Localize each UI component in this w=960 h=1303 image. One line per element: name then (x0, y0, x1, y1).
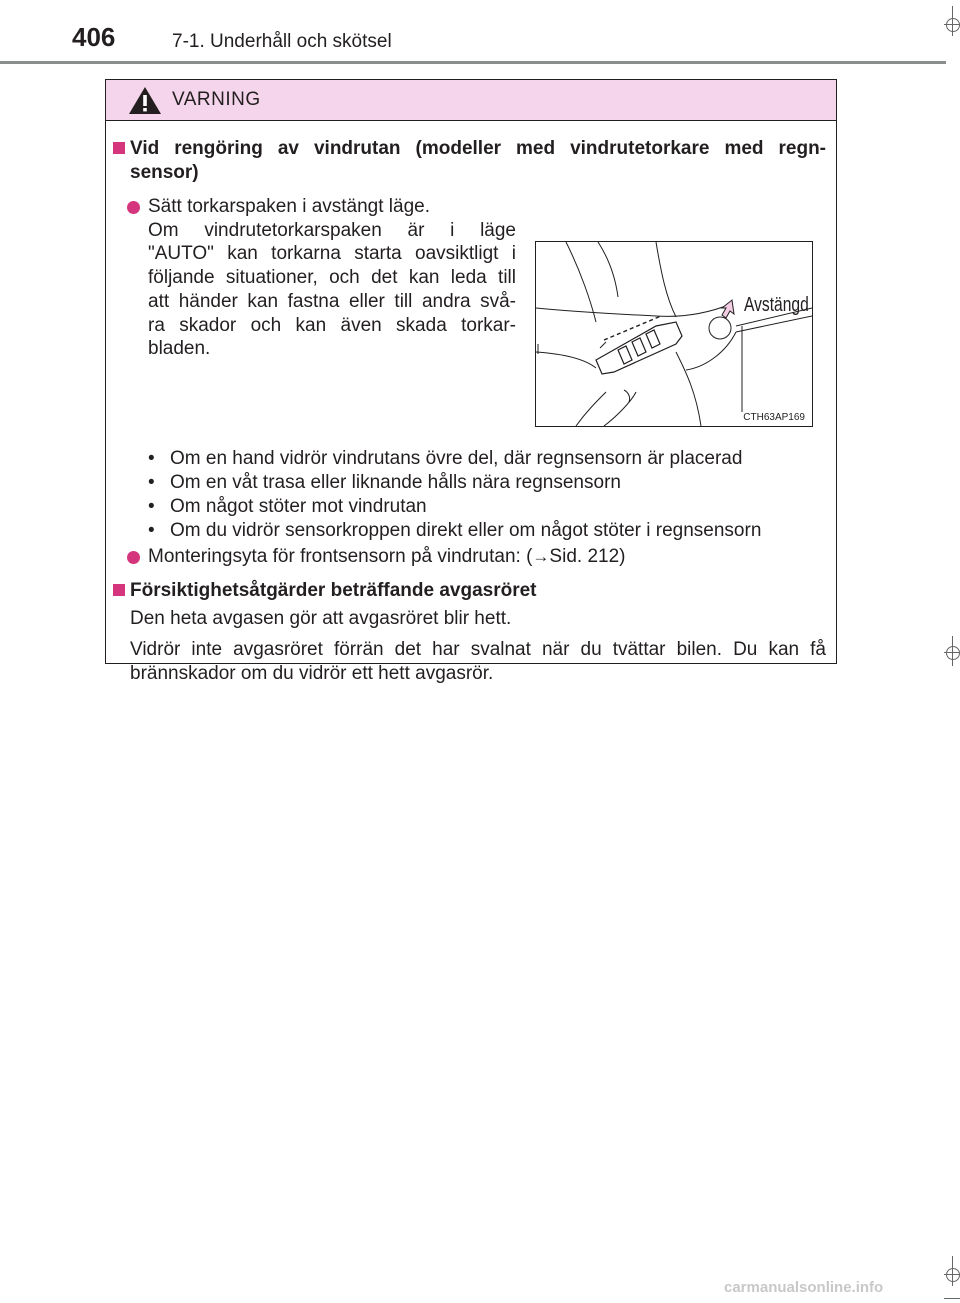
circle-bullet-icon (127, 201, 140, 214)
section-title: 7-1. Underhåll och skötsel (172, 31, 392, 52)
crop-mark-mid-right (930, 636, 960, 666)
header-rule (0, 61, 946, 64)
list-item: • Om en våt trasa eller liknande hålls nära regnsensorn (148, 471, 761, 495)
warning-triangle-icon (128, 86, 162, 115)
instruction-line: att händer kan fastna eller till andra svå- (148, 290, 516, 312)
page-reference-link[interactable]: Sid. 212) (549, 546, 626, 567)
circle-bullet-icon (127, 551, 140, 564)
figure-label-off: Avstängd (744, 294, 809, 316)
wiper-lever-illustration (535, 241, 813, 427)
exhaust-para-2 (130, 638, 826, 685)
arrow-icon (722, 300, 734, 318)
rain-sensor-situations-list (148, 447, 761, 543)
figure-code: CTH63AP169 (743, 412, 805, 423)
reference-arrow-icon: → (532, 547, 550, 566)
instruction-line: bladen. (148, 338, 211, 360)
watermark: carmanualsonline.info (724, 1279, 884, 1296)
crop-mark-top-right (930, 6, 960, 36)
instruction-line: Sätt torkarspaken i avstängt läge. (148, 196, 430, 217)
square-bullet-icon (113, 142, 125, 154)
section-heading-wiper: Vid rengöring av vindrutan (modeller med vindrutetorkare med regn-sensor) (130, 138, 826, 183)
list-item: • Om du vidrör sensorkroppen direkt eller om något stöter i regnsensorn (148, 519, 761, 543)
list-item: • Om en hand vidrör vindrutans övre del, där regnsensorn är placerad (148, 447, 761, 471)
square-bullet-icon (113, 584, 125, 596)
warning-title: VARNING (172, 89, 261, 110)
instruction-line: ra skador och kan även skada torkar- (148, 314, 516, 336)
instruction-line: följande situationer, och det kan leda till (148, 267, 516, 289)
exhaust-line: Vidrör inte avgasröret förrän det har svalnat när du tvättar bilen. Du kan få (130, 639, 826, 660)
exhaust-line: brännskador om du vidrör ett hett avgasrör. (130, 662, 494, 684)
warning-box (105, 79, 837, 684)
list-item: • Om något stöter mot vindrutan (148, 495, 761, 519)
front-sensor-text: Monteringsyta för frontsensorn på vindrutan: ( (148, 546, 533, 567)
wiper-instruction (148, 195, 516, 361)
front-sensor-note (148, 545, 808, 569)
crop-mark-bottom-right (930, 1256, 960, 1303)
instruction-line: Om vindrutetorkarspaken är i läge (148, 219, 516, 241)
wiper-lever-drawing (536, 242, 812, 426)
instruction-line: "AUTO" kan torkarna starta oavsiktligt i (148, 243, 516, 265)
section-heading-exhaust: Försiktighetsåtgärder beträffande avgasröret (130, 580, 537, 601)
exhaust-para-1: Den heta avgasen gör att avgasröret blir hett. (130, 608, 512, 629)
page-number: 406 (72, 22, 116, 52)
warning-header (106, 80, 836, 121)
